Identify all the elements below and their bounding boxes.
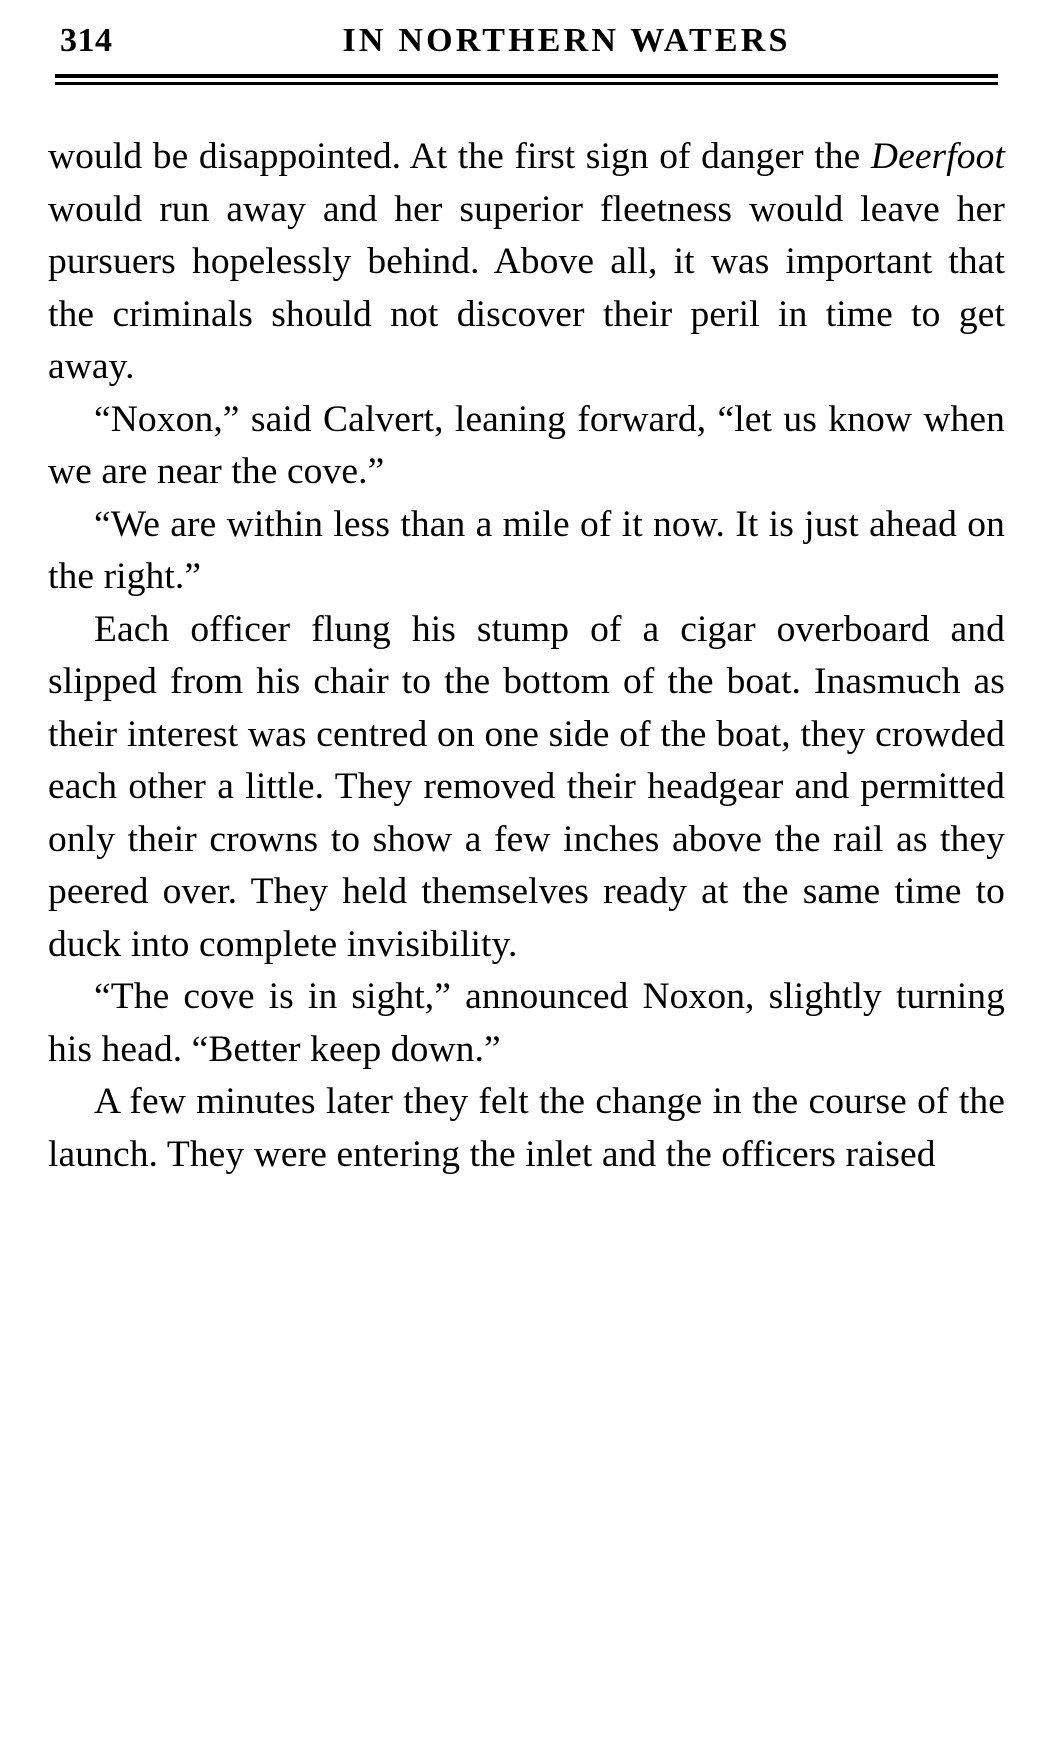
paragraph: [48, 394, 1005, 499]
text-run: A few minutes later they felt the change in the course of the launch. They were entering the inlet and the officers raised: [48, 1081, 1005, 1175]
text-run: “We are within less than a mile of it now. It is just ahead on the right.”: [48, 503, 1005, 597]
paragraph: [48, 1076, 1005, 1181]
text-run: would be disappointed. At the first sign of danger the: [48, 136, 871, 177]
running-title: IN NORTHERN WATERS: [342, 22, 791, 59]
paragraph: [48, 499, 1005, 604]
text-run: would run away and her superior fleetness would leave her pursuers hopelessly behind. Above all, it was important that the criminals should not discover their peril in time to get away.: [48, 188, 1005, 387]
text-run: Each officer flung his stump of a cigar overboard and slipped from his chair to the bottom of the boat. Inasmuch as their interest was centred on one side of the boat, they crowded each other a little. They removed their headgear and permitted only their crowns to show a few inches above the rail as they peered over. They held themselves ready at the same time to duck into complete invisibility.: [48, 608, 1005, 965]
paragraph: [48, 131, 1005, 394]
page-body: [48, 131, 1005, 1181]
text-run: “Noxon,” said Calvert, leaning forward, “let us know when we are near the cove.”: [48, 398, 1005, 492]
divider-rule-thin: [55, 82, 998, 85]
header-divider: [55, 74, 998, 85]
italic-phrase: Deerfoot: [870, 136, 1005, 177]
text-run: “The cove is in sight,” announced Noxon, slightly turning his head. “Better keep down.”: [48, 976, 1005, 1070]
page-header: [0, 0, 1053, 60]
page-number: 314: [60, 22, 113, 59]
paragraph: [48, 971, 1005, 1076]
paragraph: [48, 604, 1005, 972]
